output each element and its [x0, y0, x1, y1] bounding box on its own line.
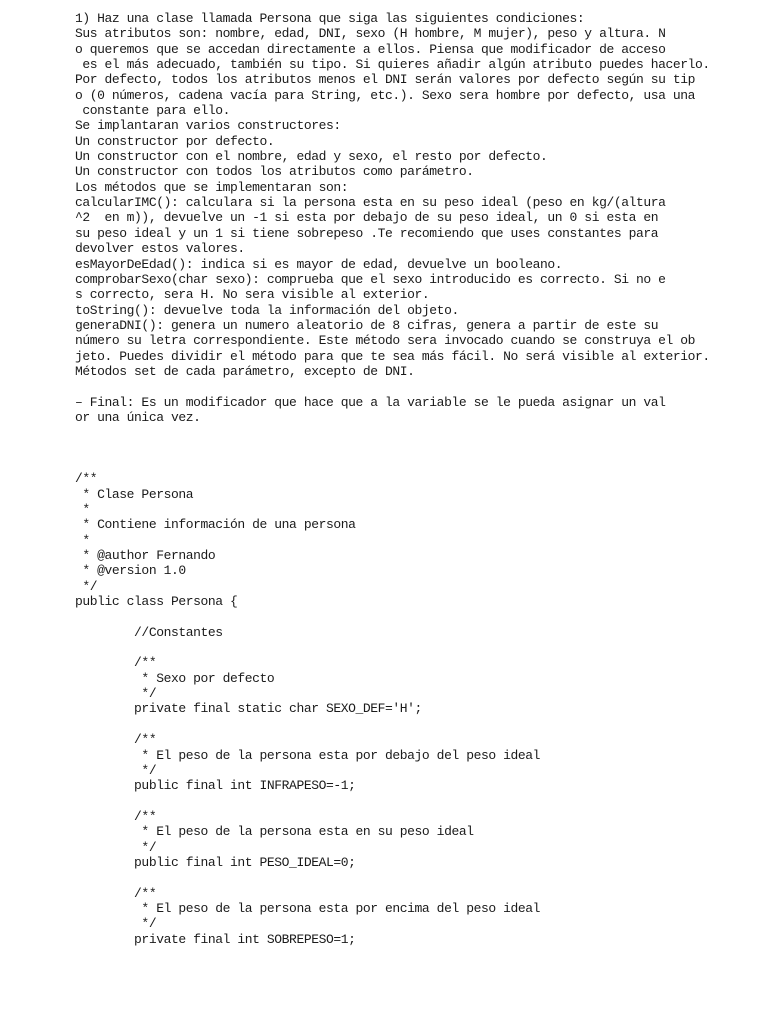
text-line: */: [75, 578, 98, 594]
text-line: es el más adecuado, también su tipo. Si quieres añadir algún atributo puedes hacerlo.: [75, 57, 710, 73]
text-line: s correcto, sera H. No sera visible al exterior.: [75, 287, 430, 303]
text-line: * Sexo por defecto: [75, 670, 275, 686]
text-line: /**: [75, 655, 157, 671]
text-line: */: [75, 762, 157, 778]
text-line: private final int SOBREPESO=1;: [75, 931, 356, 947]
text-line: [75, 794, 755, 809]
text-line: public final int PESO_IDEAL=0;: [75, 854, 356, 870]
text-line: Por defecto, todos los atributos menos el DNI serán valores por defecto según su tip: [75, 72, 696, 88]
text-line: * El peso de la persona esta por debajo del peso ideal: [75, 747, 541, 763]
text-line: número su letra correspondiente. Este método sera invocado cuando se construya el ob: [75, 333, 696, 349]
text-line: /**: [75, 885, 157, 901]
text-line: */: [75, 839, 157, 855]
text-line: esMayorDeEdad(): indica si es mayor de edad, devuelve un booleano.: [75, 256, 563, 272]
text-line: Sus atributos son: nombre, edad, DNI, sexo (H hombre, M mujer), peso y altura. N: [75, 26, 666, 42]
text-line: [75, 441, 755, 456]
text-line: jeto. Puedes dividir el método para que te sea más fácil. No será visible al exterior.: [75, 348, 710, 364]
text-line: [75, 425, 755, 440]
text-line: [75, 456, 755, 471]
text-line: Los métodos que se implementaran son:: [75, 179, 349, 195]
text-line: [75, 870, 755, 885]
text-line: generaDNI(): genera un numero aleatorio de 8 cifras, genera a partir de este su: [75, 317, 659, 333]
text-line: * @version 1.0: [75, 563, 186, 579]
text-line: devolver estos valores.: [75, 241, 245, 257]
text-line: /**: [75, 732, 157, 748]
text-line: o (0 números, cadena vacía para String, etc.). Sexo sera hombre por defecto, usa una: [75, 87, 696, 103]
text-line: constante para ello.: [75, 103, 231, 119]
text-line: calcularIMC(): calculara si la persona esta en su peso ideal (peso en kg/(altura: [75, 195, 666, 211]
text-line: Un constructor por defecto.: [75, 133, 275, 149]
text-line: /**: [75, 471, 98, 487]
text-line: Un constructor con el nombre, edad y sexo, el resto por defecto.: [75, 149, 548, 165]
text-line: *: [75, 502, 90, 517]
text-line: /**: [75, 808, 157, 824]
text-line: or una única vez.: [75, 409, 201, 425]
text-line: comprobarSexo(char sexo): comprueba que el sexo introducido es correcto. Si no e: [75, 271, 666, 287]
text-line: public class Persona {: [75, 594, 238, 610]
text-line: private final static char SEXO_DEF='H';: [75, 701, 422, 717]
text-line: [75, 640, 755, 655]
text-line: * Clase Persona: [75, 486, 194, 502]
text-line: [75, 717, 755, 732]
text-line: public final int INFRAPESO=-1;: [75, 778, 356, 794]
text-line: *: [75, 532, 90, 548]
text-line: toString(): devuelve toda la información del objeto.: [75, 302, 459, 318]
text-line: * El peso de la persona esta por encima del peso ideal: [75, 900, 541, 916]
text-line: * Contiene información de una persona: [75, 517, 356, 533]
text-line: – Final: Es un modificador que hace que a la variable se le pueda asignar un val: [75, 394, 666, 410]
text-line: */: [75, 916, 157, 932]
text-line: * @author Fernando: [75, 548, 216, 564]
text-line: Se implantaran varios constructores:: [75, 118, 341, 134]
text-line: [75, 609, 755, 624]
text-line: [75, 379, 755, 394]
text-line: o queremos que se accedan directamente a ellos. Piensa que modificador de acceso: [75, 41, 666, 57]
text-line: //Constantes: [75, 624, 223, 640]
text-line: Métodos set de cada parámetro, excepto de DNI.: [75, 363, 415, 379]
text-line: su peso ideal y un 1 si tiene sobrepeso .Te recomiendo que uses constantes para: [75, 225, 659, 241]
text-line: 1) Haz una clase llamada Persona que siga las siguientes condiciones:: [75, 11, 585, 26]
document-body: [75, 11, 755, 947]
text-line: ^2 en m)), devuelve un -1 si esta por debajo de su peso ideal, un 0 si esta en: [75, 210, 659, 226]
text-line: Un constructor con todos los atributos como parámetro.: [75, 164, 474, 180]
text-line: */: [75, 686, 157, 702]
text-line: * El peso de la persona esta en su peso ideal: [75, 824, 474, 840]
